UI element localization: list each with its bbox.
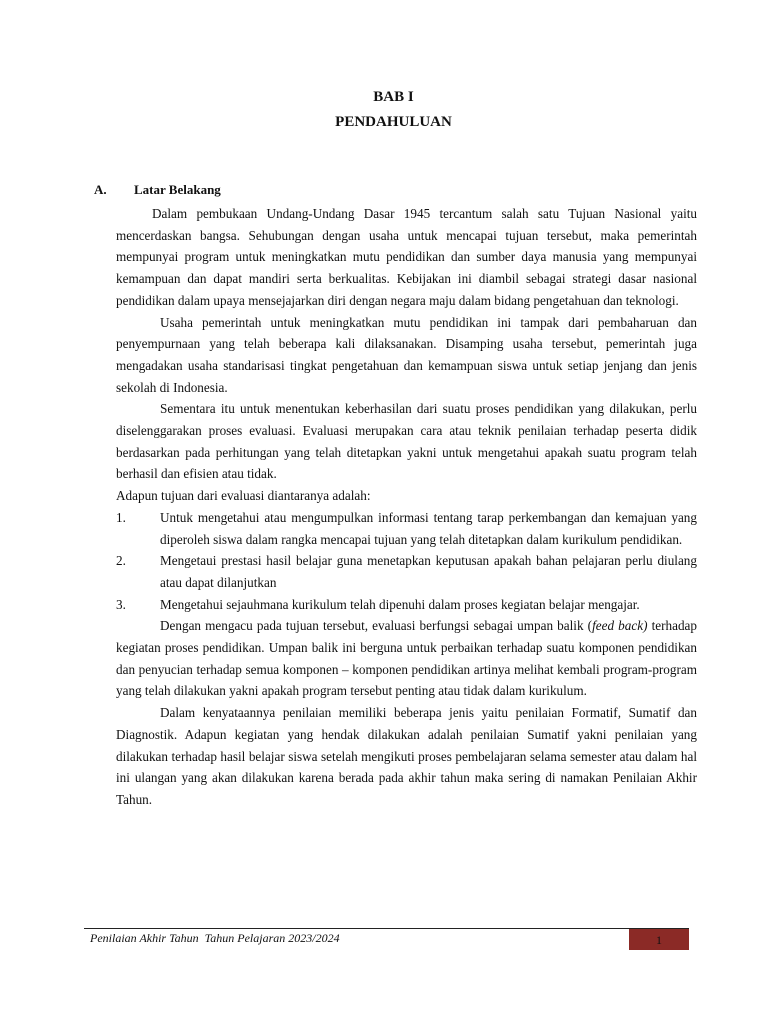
list-item-text: Untuk mengetahui atau mengumpulkan informasi tentang tarap perkembangan dan kemajuan yang diperoleh siswa dalam rangka mencapai tujuan yang telah ditetapkan dalam kurikulum pendidikan. — [160, 509, 697, 547]
list-item-number: 3. — [116, 596, 126, 612]
footer-divider — [84, 928, 689, 929]
list-intro: Adapun tujuan dari evaluasi diantaranya adalah: — [116, 488, 371, 504]
list-item — [116, 550, 697, 593]
list-item-text: Mengetahui sejauhmana kurikulum telah dipenuhi dalam proses kegiatan belajar mengajar. — [160, 596, 640, 612]
paragraph-1: Dalam pembukaan Undang-Undang Dasar 1945 tercantum salah satu Tujuan Nasional yaitu mencerdaskan bangsa. Sehubungan dengan usaha untuk mencapai tujuan tersebut, maka pemerintah mempunyai program untuk meningkatkan mutu pendidikan dan sumber daya manusia yang mempunyai kemampuan dan dapat mandiri serta berkualitas. Kebijakan ini diambil sebagai strategi dasar nasional pendidikan dalam upaya mensejajarkan diri dengan negara maju dalam bidang pengetahuan dan teknologi. — [116, 206, 697, 308]
footer-text: Penilaian Akhir Tahun Tahun Pelajaran 2023/2024 — [90, 931, 340, 945]
paragraph-2: Usaha pemerintah untuk meningkatkan mutu pendidikan ini tampak dari pembaharuan dan penyempurnaan yang telah beberapa kali dilaksanakan. Disamping usaha tersebut, pemerintah juga mengadakan usaha standarisasi tingkat pengetahuan dan kemampuan siswa untuk setiap jenjang dan jenis sekolah di Indonesia. — [116, 314, 697, 395]
list-item-text: Mengetaui prestasi hasil belajar guna menetapkan keputusan apakah bahan pelajaran perlu diulang atau dapat dilanjutkan — [160, 553, 697, 590]
body-text — [116, 203, 697, 811]
chapter-number: BAB I — [373, 89, 414, 105]
section-number: A. — [94, 182, 107, 197]
feedback-term: feed back) — [592, 618, 648, 634]
list-item-number: 2. — [116, 553, 126, 569]
list-item — [116, 507, 697, 550]
chapter-title: PENDAHULUAN — [335, 114, 452, 130]
page-number: 1 — [629, 929, 689, 950]
paragraph-last: Dalam kenyataannya penilaian memiliki beberapa jenis yaitu penilaian Formatif, Sumatif dan Diagnostik. Adapun kegiatan yang hendak dilakukan adalah penilaian Sumatif yakni penilaian yang dilakukan terhadap hasil belajar siswa setelah mengikuti proses pembelajaran selama semester atau dalam hal ini ulangan yang akan dilakukan karena berada pada akhir tahun maka sering di namakan Penilaian Akhir Tahun. — [116, 705, 697, 807]
paragraph-feedback — [116, 615, 697, 702]
section-title: Latar Belakang — [134, 182, 221, 197]
paragraph-feedback-start: Dengan mengacu pada tujuan tersebut, evaluasi berfungsi sebagai umpan balik ( — [160, 618, 593, 634]
list-item-number: 1. — [116, 509, 126, 525]
list-item — [116, 594, 697, 616]
paragraph-feedback-rest: terhadap kegiatan proses pendidikan. Umpan balik ini berguna untuk perbaikan terhadap suatu komponen pendidikan dan penyucian terhadap semua komponen – komponen pendidikan artinya melihat kembali program-program yang telah dilakukan yakni apakah program tersebut penting atau tidak dalam kurikulum. — [116, 618, 698, 699]
paragraph-3: Sementara itu untuk menentukan keberhasilan dari suatu proses pendidikan yang dilakukan, perlu diselenggarakan proses evaluasi. Evaluasi merupakan cara atau teknik penilaian terhadap peserta didik berdasarkan pada perhitungan yang telah ditetapkan yakni untuk mengetahui apakah suatu program telah berhasil dan efisien atau tidak. — [116, 401, 697, 482]
